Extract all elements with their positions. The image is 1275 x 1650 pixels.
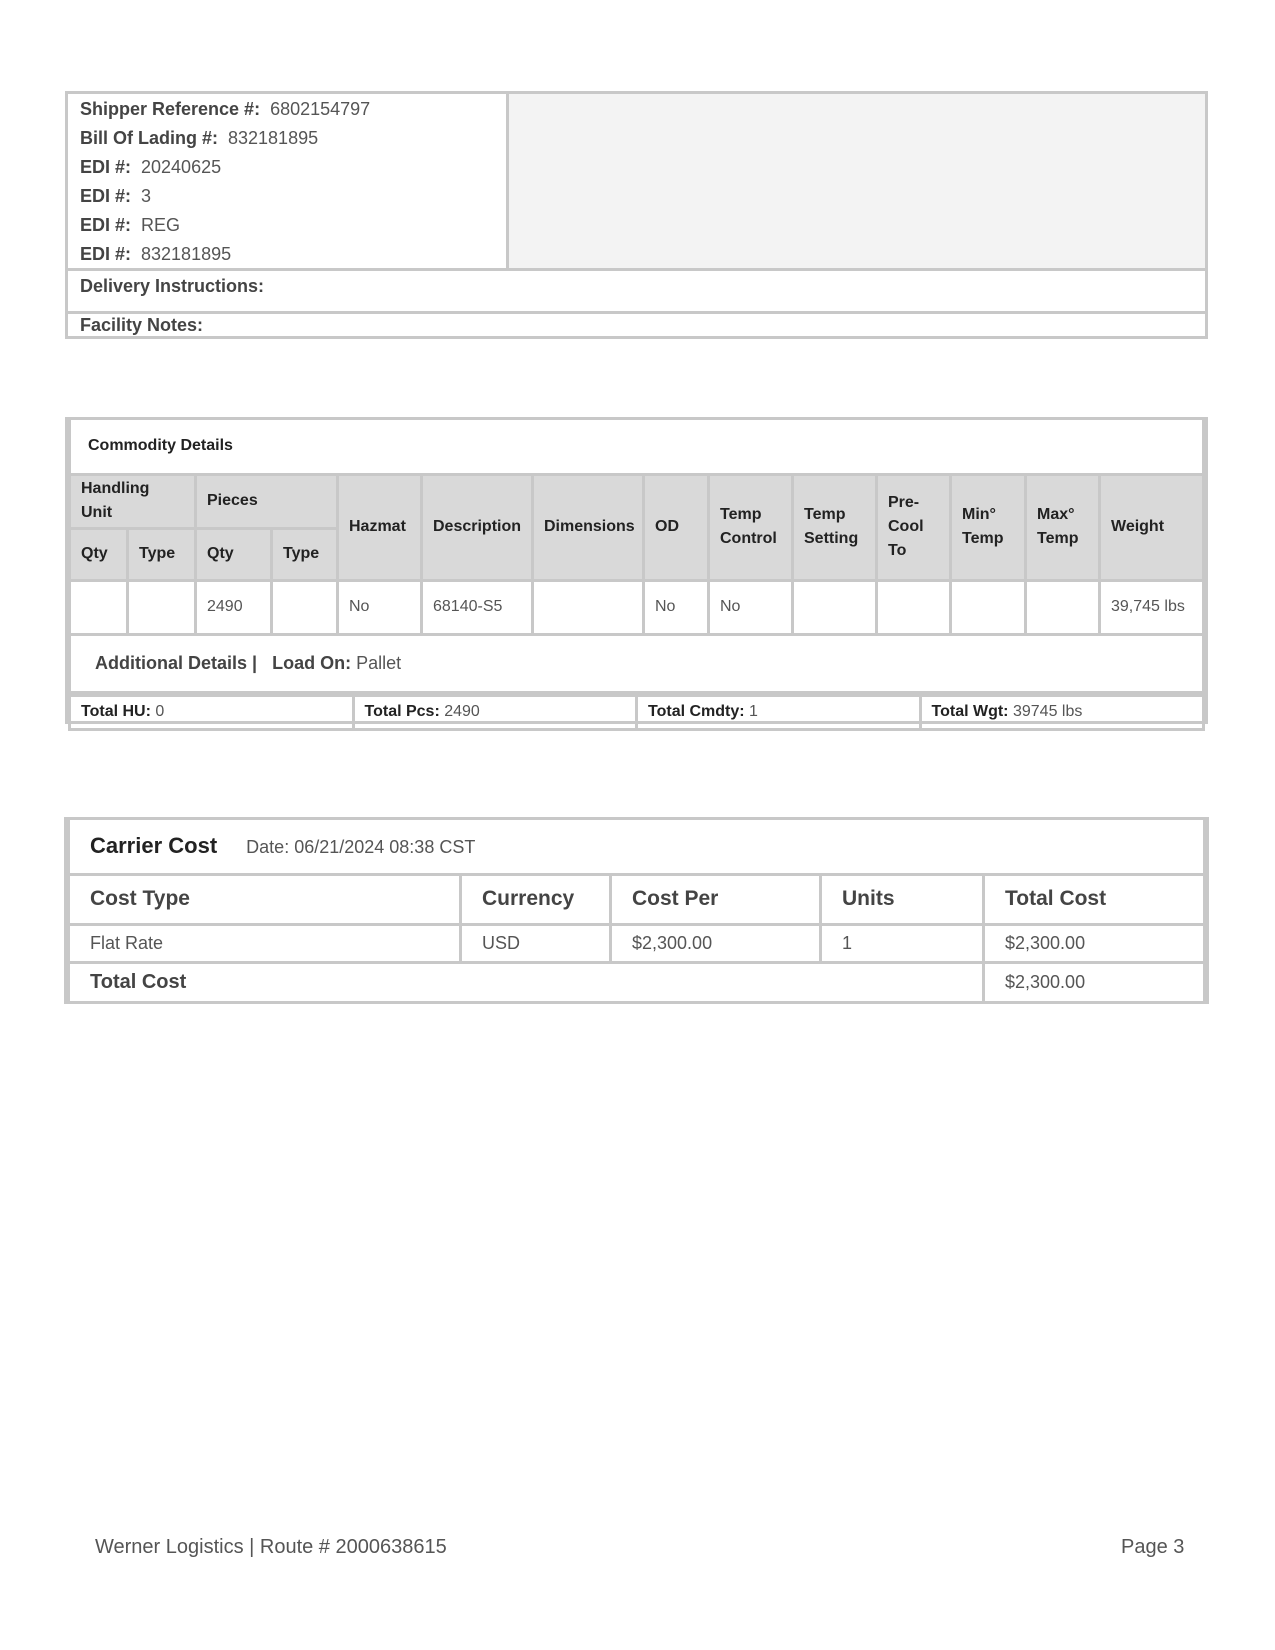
delivery-instructions <box>68 268 1205 314</box>
total-cmdty-value: 1 <box>749 703 758 720</box>
handling-unit-header: Handling Unit <box>70 474 196 528</box>
description-cell: 68140-S5 <box>422 580 533 634</box>
pcs-type-cell <box>272 580 338 634</box>
currency-header: Currency <box>461 874 611 924</box>
currency-cell: USD <box>461 924 611 962</box>
edi-value: 3 <box>141 186 152 206</box>
pieces-header: Pieces <box>196 474 338 528</box>
temp-setting-cell <box>793 580 877 634</box>
total-cost-cell: $2,300.00 <box>984 924 1205 962</box>
carrier-cost-title-row <box>69 820 1205 874</box>
edi-label: EDI #: <box>80 157 132 177</box>
min-temp-cell <box>951 580 1026 634</box>
facility-notes <box>68 314 1205 336</box>
load-on-label: Load On: <box>272 652 352 673</box>
facility-notes-label: Facility Notes: <box>80 315 204 335</box>
total-cost-label: Total Cost <box>69 962 984 1002</box>
additional-details-label: Additional Details | <box>95 652 258 673</box>
bill-of-lading-label: Bill Of Lading #: <box>80 128 218 148</box>
pre-cool-to-header: Pre-Cool To <box>877 474 951 580</box>
total-wgt-value: 39745 lbs <box>1012 703 1083 720</box>
commodity-totals <box>68 694 1205 731</box>
hazmat-cell: No <box>338 580 422 634</box>
footer-page-number: Page 3 <box>1121 1536 1185 1558</box>
total-pcs-value: 2490 <box>444 703 480 720</box>
edi-line <box>68 154 506 183</box>
edi-value: 832181895 <box>141 244 232 264</box>
carrier-cost-section <box>64 817 1209 1004</box>
cost-type-cell: Flat Rate <box>69 924 461 962</box>
bill-of-lading-line <box>68 125 506 154</box>
od-header: OD <box>644 474 709 580</box>
od-cell: No <box>644 580 709 634</box>
edi-value: REG <box>141 215 181 235</box>
additional-details <box>70 634 1204 692</box>
weight-cell: 39,745 lbs <box>1100 580 1204 634</box>
total-cmdty <box>637 695 921 729</box>
shipper-reference-label: Shipper Reference #: <box>80 99 261 119</box>
total-wgt <box>920 695 1204 729</box>
edi-value: 20240625 <box>141 157 222 177</box>
hu-qty-cell <box>70 580 128 634</box>
units-header: Units <box>821 874 984 924</box>
pre-cool-to-cell <box>877 580 951 634</box>
shipment-reference-box <box>65 91 1208 339</box>
edi-label: EDI #: <box>80 244 132 264</box>
hazmat-header: Hazmat <box>338 474 422 580</box>
pcs-qty-cell: 2490 <box>196 580 272 634</box>
cost-per-header: Cost Per <box>611 874 821 924</box>
hu-qty-header: Qty <box>70 528 128 580</box>
edi-label: EDI #: <box>80 186 132 206</box>
shipper-reference-value: 6802154797 <box>270 99 371 119</box>
hu-type-cell <box>128 580 196 634</box>
dimensions-header: Dimensions <box>533 474 644 580</box>
commodity-row <box>70 580 1204 634</box>
total-pcs-label: Total Pcs: <box>364 703 440 720</box>
commodity-details-section <box>65 417 1208 724</box>
max-temp-cell <box>1026 580 1100 634</box>
min-temp-header: Min° Temp <box>951 474 1026 580</box>
edi-label: EDI #: <box>80 215 132 235</box>
hu-type-header: Type <box>128 528 196 580</box>
footer-route: Werner Logistics | Route # 2000638615 <box>95 1536 447 1558</box>
carrier-cost-title: Carrier Cost <box>90 833 218 859</box>
temp-control-header: Temp Control <box>709 474 793 580</box>
pcs-type-header: Type <box>272 528 338 580</box>
commodity-details-title: Commodity Details <box>70 420 1204 474</box>
total-hu-label: Total HU: <box>81 703 151 720</box>
delivery-instructions-label: Delivery Instructions: <box>80 276 265 296</box>
total-cost-header: Total Cost <box>984 874 1205 924</box>
units-cell: 1 <box>821 924 984 962</box>
description-header: Description <box>422 474 533 580</box>
edi-line <box>68 183 506 212</box>
cost-row <box>69 924 1205 962</box>
pcs-qty-header: Qty <box>196 528 272 580</box>
carrier-cost-table <box>67 820 1206 1004</box>
total-pcs <box>353 695 637 729</box>
dimensions-cell <box>533 580 644 634</box>
reference-list <box>68 94 509 268</box>
weight-header: Weight <box>1100 474 1204 580</box>
reference-blank-panel <box>509 94 1205 268</box>
total-wgt-label: Total Wgt: <box>931 703 1009 720</box>
carrier-cost-date: Date: 06/21/2024 08:38 CST <box>246 837 476 858</box>
max-temp-header: Max° Temp <box>1026 474 1100 580</box>
edi-line <box>68 212 506 241</box>
commodity-table <box>68 420 1205 694</box>
shipper-reference-line <box>68 96 506 125</box>
bill-of-lading-value: 832181895 <box>228 128 319 148</box>
cost-per-cell: $2,300.00 <box>611 924 821 962</box>
total-hu <box>70 695 354 729</box>
total-cost-value: $2,300.00 <box>984 962 1205 1002</box>
temp-control-cell: No <box>709 580 793 634</box>
temp-setting-header: Temp Setting <box>793 474 877 580</box>
total-cmdty-label: Total Cmdty: <box>648 703 745 720</box>
cost-type-header: Cost Type <box>69 874 461 924</box>
total-hu-value: 0 <box>155 703 165 720</box>
edi-line <box>68 241 506 270</box>
load-on-value: Pallet <box>356 652 402 673</box>
